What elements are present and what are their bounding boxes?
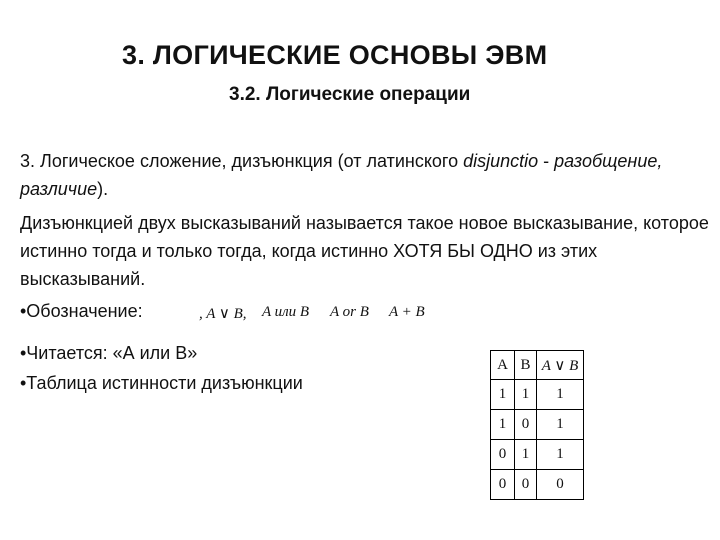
cell-result: 0 — [537, 470, 584, 500]
cell-a: 0 — [491, 470, 515, 500]
cell-a: 1 — [491, 410, 515, 440]
definition-paragraph: Дизъюнкцией двух высказываний называется такое новое высказывание, которое истинно тогда и только тогда, когда истинно ХОТЯ БЫ ОДНО из этих высказываний. — [20, 213, 709, 289]
table-row — [491, 440, 584, 470]
header-b: B — [515, 351, 537, 380]
slide-title: 3. ЛОГИЧЕСКИЕ ОСНОВЫ ЭВМ — [122, 40, 548, 70]
cell-b: 1 — [515, 380, 537, 410]
cell-b: 0 — [515, 470, 537, 500]
bullet-reads: •Читается: «А или В» — [20, 343, 198, 363]
table-row — [491, 410, 584, 440]
cell-result: 1 — [537, 380, 584, 410]
bullet-notation: •Обозначение: — [20, 301, 143, 321]
cell-result: 1 — [537, 440, 584, 470]
table-row — [491, 470, 584, 500]
slide-subtitle: 3.2. Логические операции — [229, 84, 471, 105]
table-header-row — [491, 351, 584, 380]
table-row — [491, 380, 584, 410]
notation-formula-4: A + B — [389, 304, 425, 320]
cell-b: 1 — [515, 440, 537, 470]
cell-a: 1 — [491, 380, 515, 410]
disjunction-intro-paragraph — [20, 147, 710, 203]
bullet-truth-table: •Таблица истинности дизъюнкции — [20, 373, 303, 393]
intro-text: 3. Логическое сложение, дизъюнкция (от латинского — [20, 151, 464, 171]
cell-result: 1 — [537, 410, 584, 440]
header-a: A — [491, 351, 515, 380]
term-meaning: разобщение, различие — [20, 151, 663, 199]
header-a-or-b: A ∨ B — [537, 351, 584, 380]
notation-formula-1: , A ∨ B, — [199, 306, 247, 322]
latin-term: disjunctio — [463, 151, 539, 171]
notation-formula-3: A or B — [330, 304, 369, 320]
notation-formula-2: A или B — [262, 304, 310, 320]
cell-a: 0 — [491, 440, 515, 470]
paragraph-end: ). — [97, 179, 109, 199]
truth-table — [490, 350, 584, 500]
dash: - — [538, 151, 550, 171]
cell-b: 0 — [515, 410, 537, 440]
